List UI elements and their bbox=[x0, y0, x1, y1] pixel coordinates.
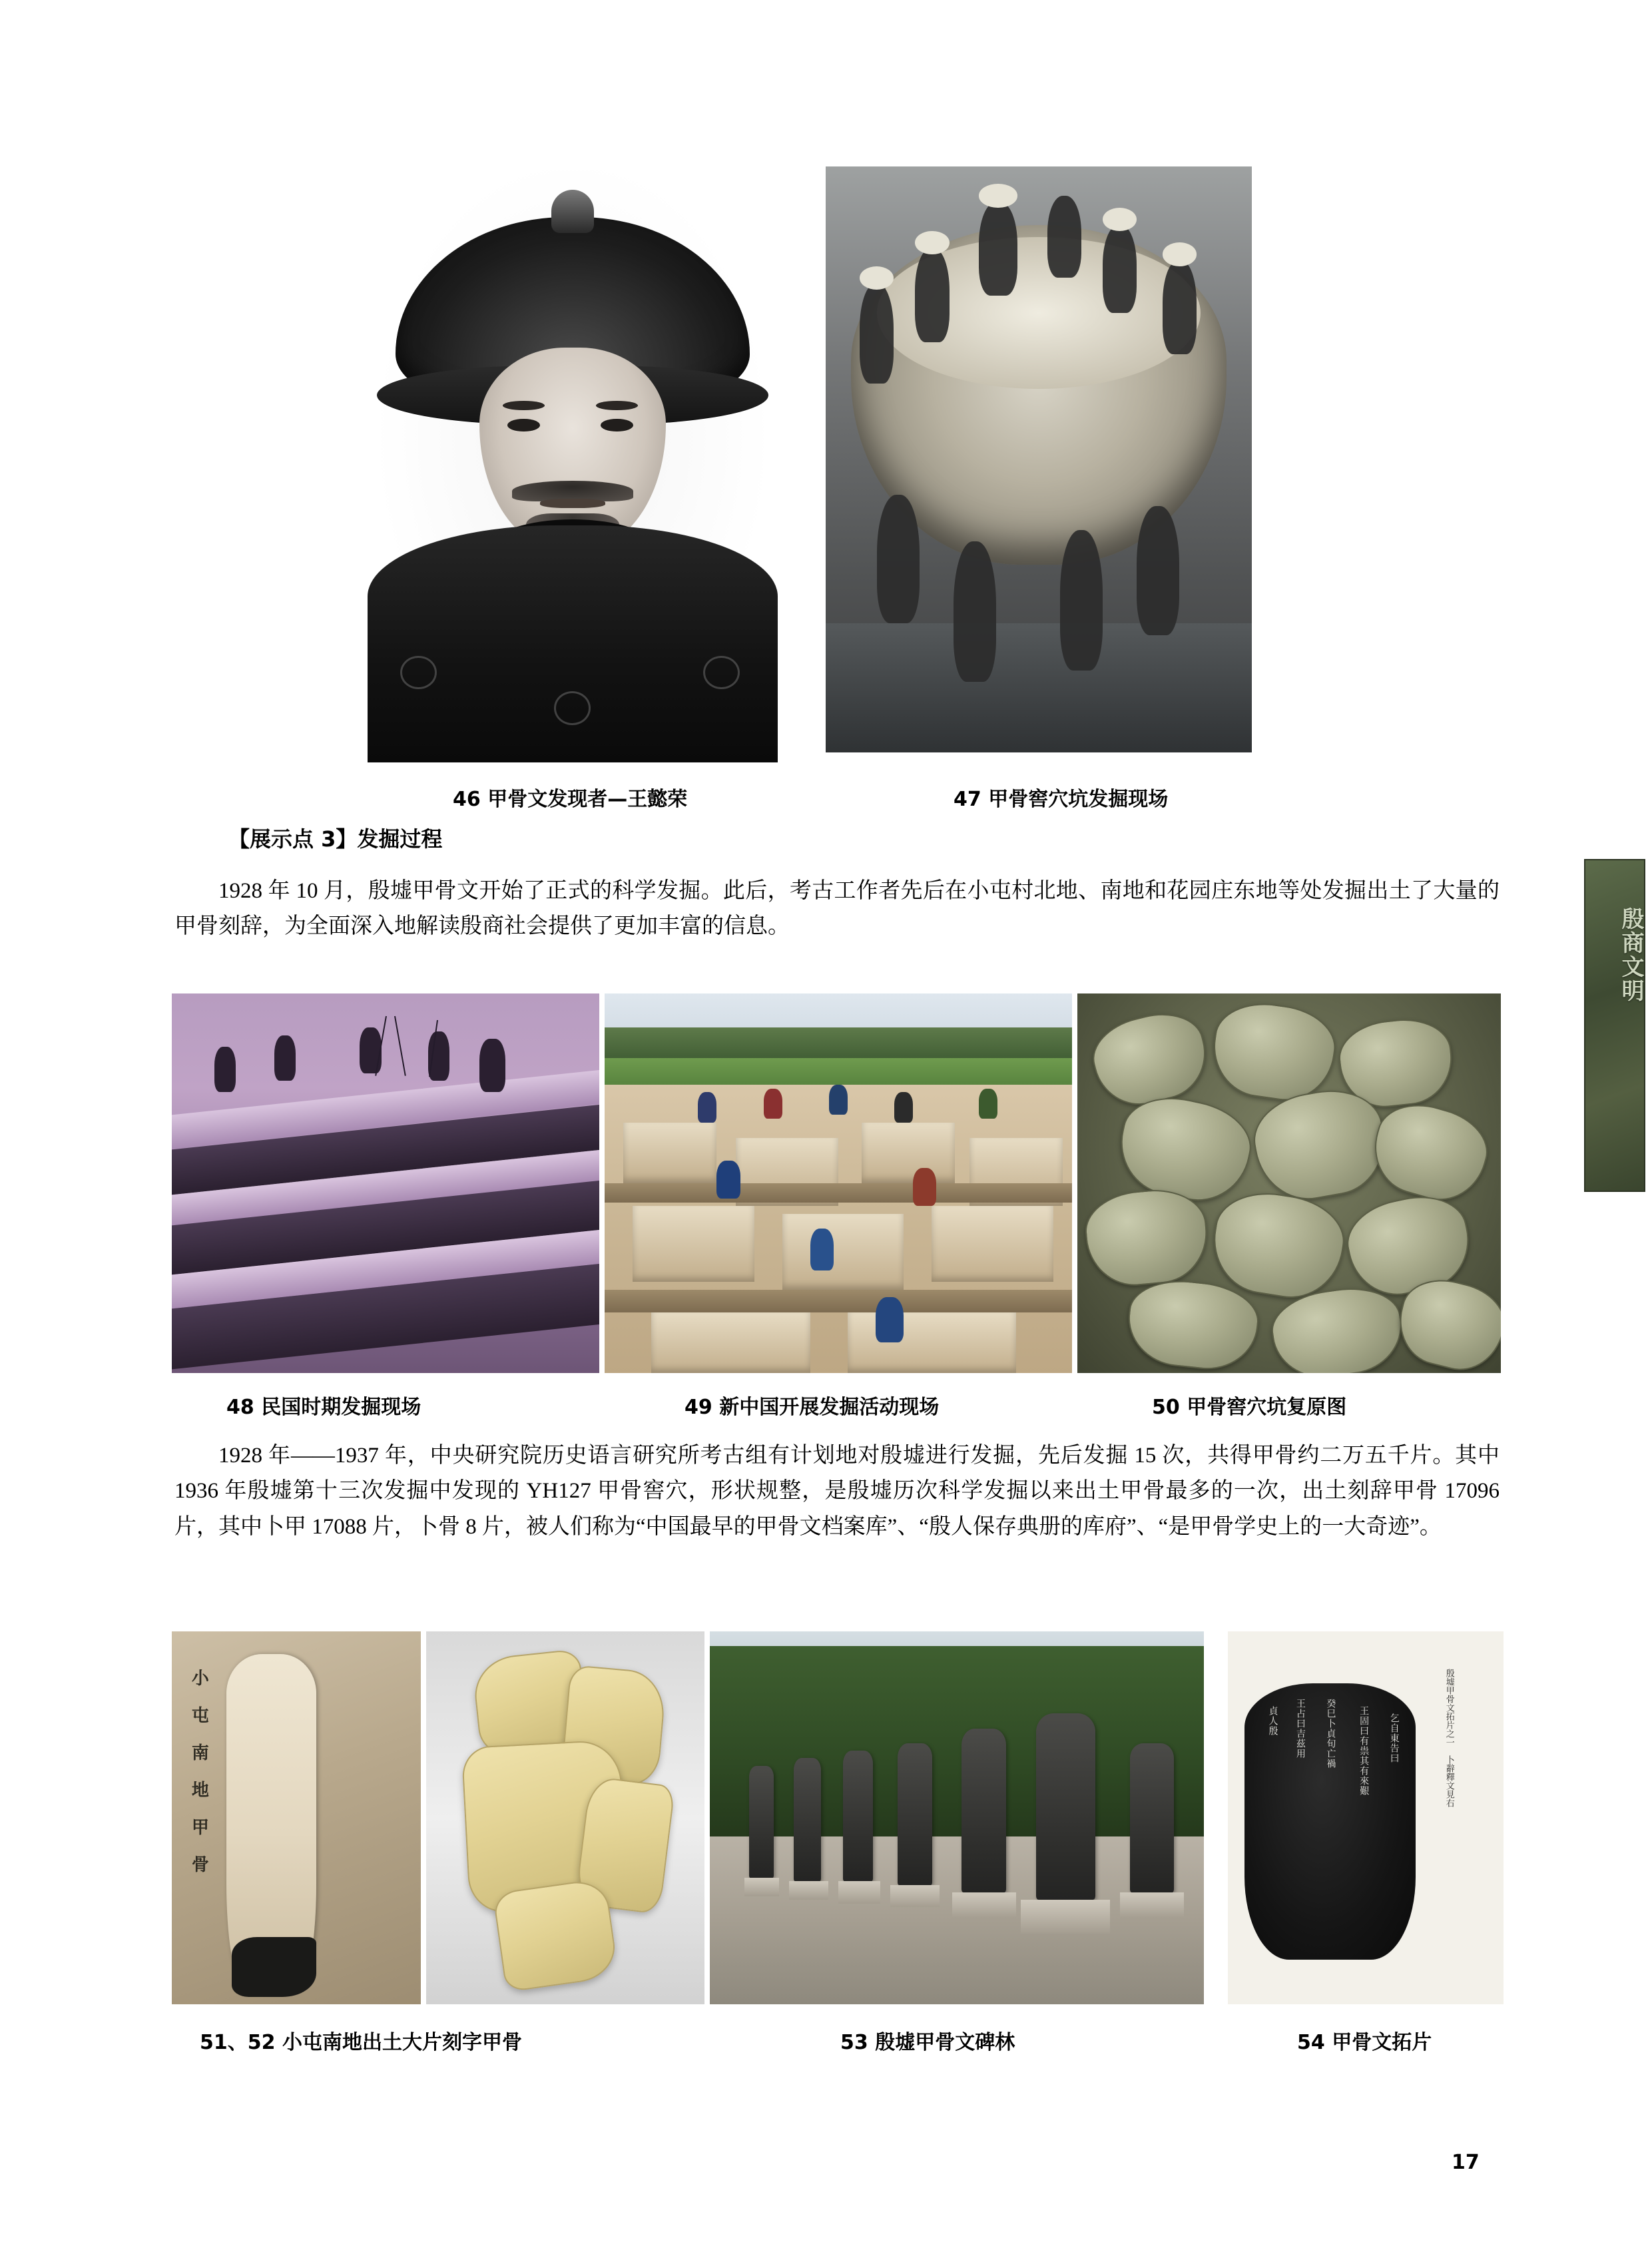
figure-48-image bbox=[172, 993, 599, 1373]
figure-54-image: 貞人殷 王占曰吉茲用 癸巳卜貞旬亡禍 王固曰有祟其有來艱 乞自東告曰 殷墟甲骨文拓片之一 卜辭釋文見右 bbox=[1228, 1631, 1504, 2004]
figure-53-image bbox=[710, 1631, 1204, 2004]
paragraph-2: 1928 年——1937 年，中央研究院历史语言研究所考古组有计划地对殷墟进行发掘，先后发掘 15 次，共得甲骨约二万五千片。其中 1936 年殷墟第十三次发掘中发现的 YH127 甲骨窖穴，形状规整，是殷墟历次科学发掘以来出土甲骨最多的一次，出土刻辞甲骨 17096 片，其中卜甲 17088 片，卜骨 8 片，被人们称为“中国最早的甲骨文档案库”、“殷人保存典册的库府”、“是甲骨学史上的一大奇迹”。 bbox=[174, 1444, 1500, 1539]
figure-50-caption: 50 甲骨窖穴坑复原图 bbox=[1152, 1396, 1347, 1419]
side-tab-label: 殷商文明 bbox=[1617, 907, 1644, 1003]
figure-52-image bbox=[426, 1631, 704, 2004]
figure-49-image bbox=[605, 993, 1072, 1373]
figure-46-caption: 46 甲骨文发现者—王懿荣 bbox=[453, 788, 688, 811]
figure-47-image bbox=[826, 166, 1252, 752]
figure-46-image bbox=[340, 170, 806, 762]
figure-54-caption: 54 甲骨文拓片 bbox=[1297, 2031, 1432, 2054]
figure-53-caption: 53 殷墟甲骨文碑林 bbox=[840, 2031, 1015, 2054]
figure-48-caption: 48 民国时期发掘现场 bbox=[226, 1396, 421, 1419]
page-number: 17 bbox=[1452, 2151, 1480, 2174]
paragraph-1: 1928 年 10 月，殷墟甲骨文开始了正式的科学发掘。此后，考古工作者先后在小屯村北地、南地和花园庄东地等处发掘出土了大量的甲骨刻辞，为全面深入地解读殷商社会提供了更加丰富的信息。 bbox=[174, 879, 1500, 939]
figure-49-caption: 49 新中国开展发掘活动现场 bbox=[685, 1396, 940, 1419]
figure-51-image: 小 屯 南 地 甲 骨 bbox=[172, 1631, 421, 2004]
side-tab bbox=[1584, 859, 1645, 1192]
section-heading: 【展示点 3】发掘过程 bbox=[228, 826, 443, 852]
figure-47-caption: 47 甲骨窖穴坑发掘现场 bbox=[954, 788, 1169, 811]
figure-51-52-caption: 51、52 小屯南地出土大片刻字甲骨 bbox=[200, 2031, 522, 2054]
figure-50-image bbox=[1077, 993, 1501, 1373]
